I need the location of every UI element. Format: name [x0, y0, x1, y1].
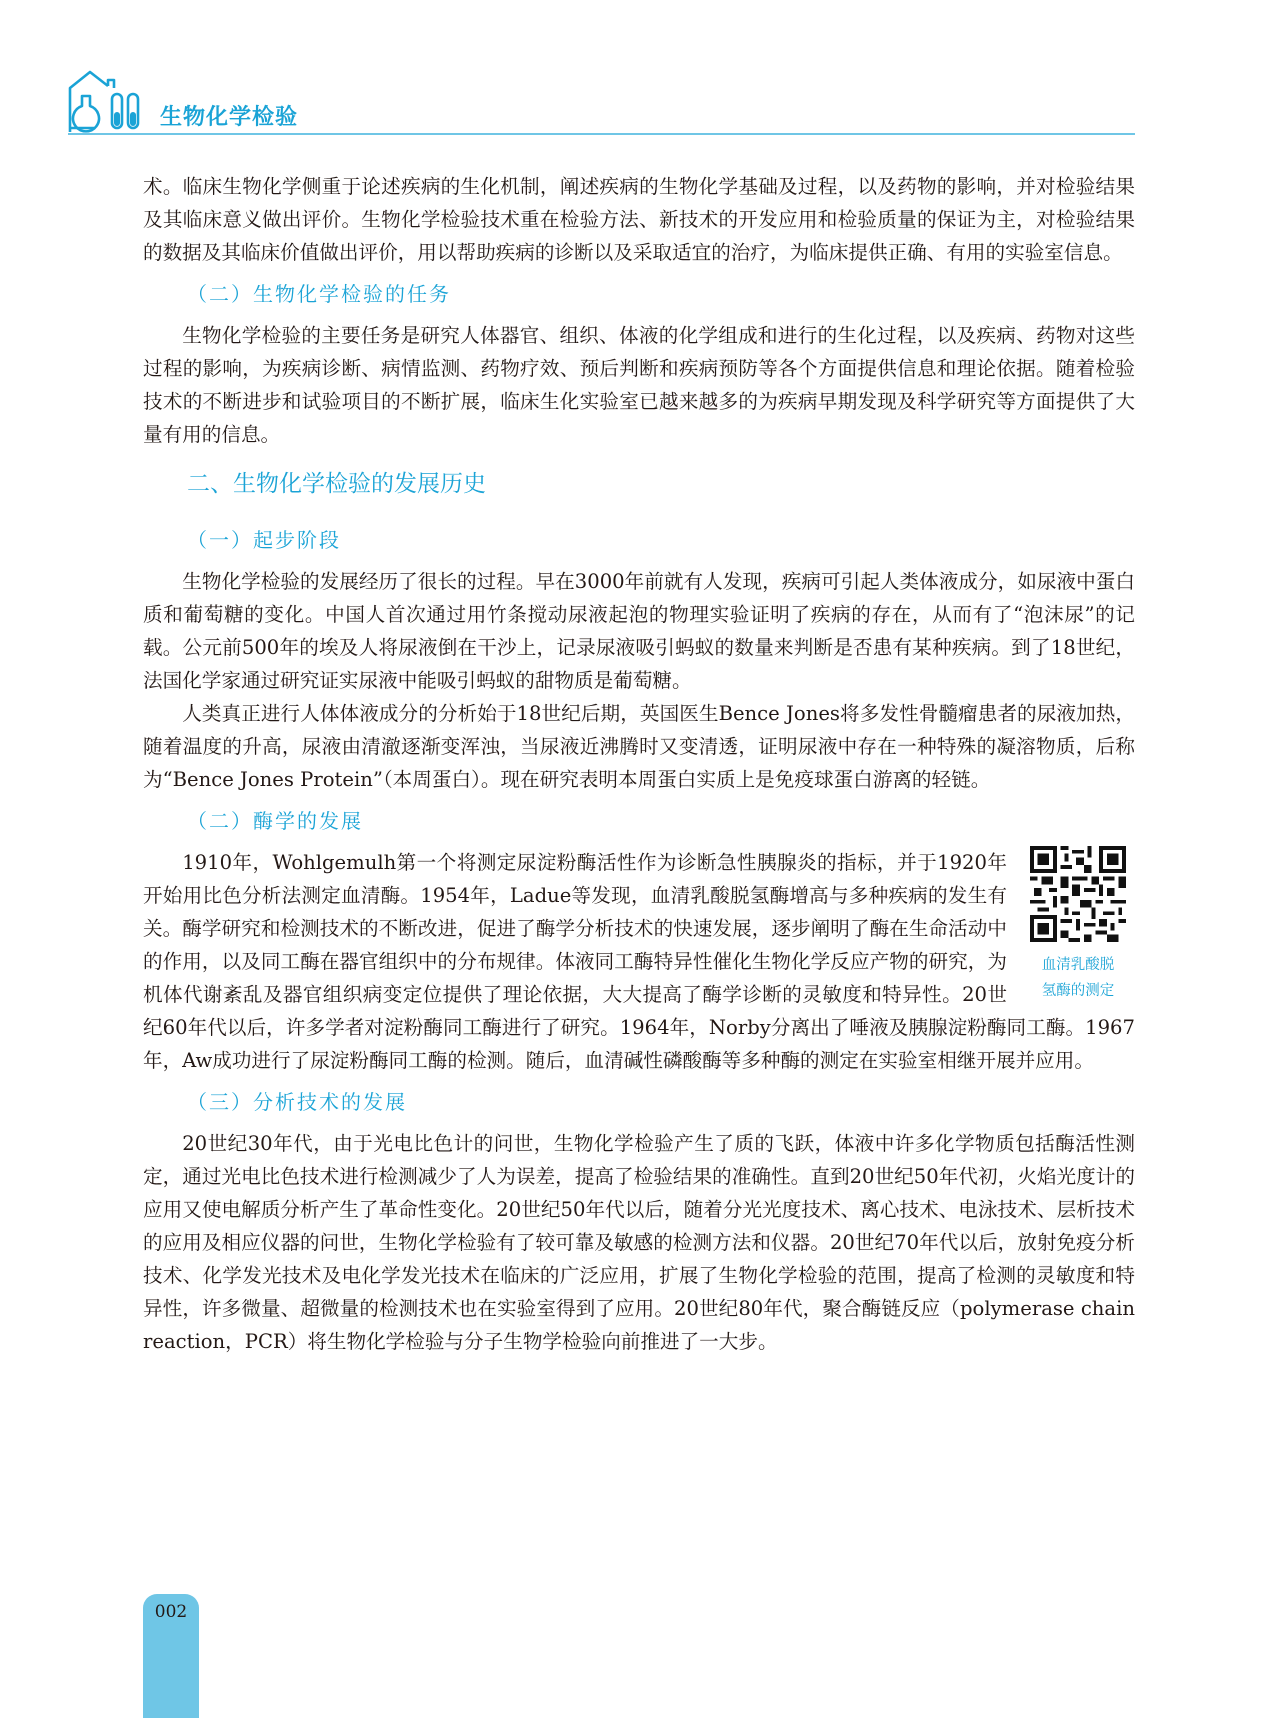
- subsection-heading-tasks: （二）生物化学检验的任务: [187, 282, 451, 306]
- intro-paragraph: 术。临床生物化学侧重于论述疾病的生化机制，阐述疾病的生物化学基础及过程，以及药物的影响，并对检验结果及其临床意义做出评价。生物化学检验技术重在检验方法、新技术的开发应用和检验质量的保证为主，对检验结果的数据及其临床价值做出评价，用以帮助疾病的诊断以及采取适宜的治疗，为临床提供正确、有用的实验室信息。: [143, 175, 1135, 264]
- subsection-heading-enzymology: （二）酶学的发展: [187, 809, 363, 833]
- early-stage-paragraph-2: 人类真正进行人体体液成分的分析始于18世纪后期，英国医生Bence Jones将多发性骨髓瘤患者的尿液加热，随着温度的升高，尿液由清澈逐渐变浑浊，当尿液近沸腾时又变清透，证明尿液中存在一种特殊的凝溶物质，后称为“Bence Jones Protein”（本周蛋白）。现在研究表明本周蛋白实质上是免疫球蛋白游离的轻链。: [143, 702, 1135, 791]
- qr-code-icon[interactable]: [1030, 846, 1126, 942]
- qr-caption: [1021, 952, 1135, 1004]
- section-heading-history: 二、生物化学检验的发展历史: [187, 471, 486, 497]
- page-number-tab: [143, 1594, 199, 1718]
- page-number: 002: [154, 1602, 188, 1622]
- qr-caption-line-1: 血清乳酸脱: [1041, 957, 1115, 973]
- early-stage-paragraph-1: 生物化学检验的发展经历了很长的过程。早在3000年前就有人发现，疾病可引起人类体液成分，如尿液中蛋白质和葡萄糖的变化。中国人首次通过用竹条搅动尿液起泡的物理实验证明了疾病的存在，从而有了“泡沫尿”的记载。公元前500年的埃及人将尿液倒在干沙上，记录尿液吸引蚂蚁的数量来判断是否患有某种疾病。到了18世纪，法国化学家通过研究证实尿液中能吸引蚂蚁的甜物质是葡萄糖。: [143, 570, 1135, 692]
- subsection-heading-early-stage: （一）起步阶段: [187, 528, 341, 552]
- tasks-paragraph: 生物化学检验的主要任务是研究人体器官、组织、体液的化学组成和进行的生化过程，以及疾病、药物对这些过程的影响，为疾病诊断、病情监测、药物疗效、预后判断和疾病预防等各个方面提供信息和理论依据。随着检验技术的不断进步和试验项目的不断扩展，临床生化实验室已越来越多的为疾病早期发现及科学研究等方面提供了大量有用的信息。: [143, 324, 1135, 446]
- qr-code-block[interactable]: [1021, 846, 1135, 1004]
- enzymology-paragraph: 1910年，Wohlgemulh第一个将测定尿淀粉酶活性作为诊断急性胰腺炎的指标，并于1920年开始用比色分析法测定血清酶。1954年，Ladue等发现，血清乳酸脱氢酶增高与多种疾病的发生有关。酶学研究和检测技术的不断改进，促进了酶学分析技术的快速发展，逐步阐明了酶在生命活动中的作用，以及同工酶在器官组织中的分布规律。体液同工酶特异性催化生物化学反应产物的研究，为机体代谢紊乱及器官组织病变定位提供了理论依据，大大提高了酶学诊断的灵敏度和特异性。20世纪60年代以后，许多学者对淀粉酶同工酶进行了研究。1964年，Norby分离出了唾液及胰腺淀粉酶同工酶。1967年，Aw成功进行了尿淀粉酶同工酶的检测。随后，血清碱性磷酸酶等多种酶的测定在实验室相继开展并应用。: [143, 851, 1135, 1072]
- running-header-title: 生物化学检验: [160, 105, 299, 130]
- lab-glassware-icon: [68, 66, 146, 134]
- qr-caption-line-2: 氢酶的测定: [1041, 983, 1115, 999]
- page-body: [143, 170, 1135, 1358]
- subsection-heading-analysis: （三）分析技术的发展: [187, 1090, 407, 1114]
- header-rule: [68, 133, 1135, 135]
- analysis-paragraph: 20世纪30年代，由于光电比色计的问世，生物化学检验产生了质的飞跃，体液中许多化学物质包括酶活性测定，通过光电比色技术进行检测减少了人为误差，提高了检验结果的准确性。直到20世纪50年代初，火焰光度计的应用又使电解质分析产生了革命性变化。20世纪50年代以后，随着分光光度技术、离心技术、电泳技术、层析技术的应用及相应仪器的问世，生物化学检验有了较可靠及敏感的检测方法和仪器。20世纪70年代以后，放射免疫分析技术、化学发光技术及电化学发光技术在临床的广泛应用，扩展了生物化学检验的范围，提高了检测的灵敏度和特异性，许多微量、超微量的检测技术也在实验室得到了应用。20世纪80年代，聚合酶链反应（polymerase chain reaction，PCR）将生物化学检验与分子生物学检验向前推进了一大步。: [143, 1132, 1135, 1353]
